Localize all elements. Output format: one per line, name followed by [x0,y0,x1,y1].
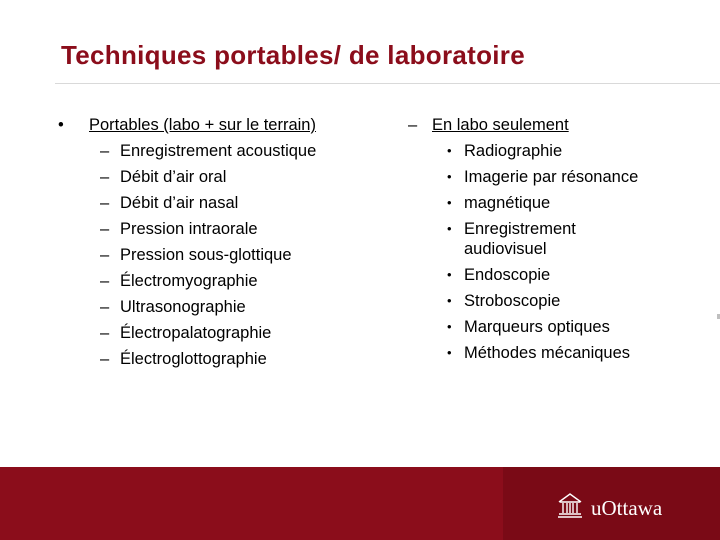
bullet-icon: • [58,116,64,134]
list-item [58,320,316,346]
list-item [58,138,316,164]
dash-icon: – [100,272,110,290]
list-item [58,294,316,320]
list-item-text: Imagerie par résonance [464,168,639,186]
dash-icon: – [100,246,110,264]
left-column [58,112,316,372]
title-divider [55,83,720,84]
list-item-text: Radiographie [464,142,563,160]
list-item [406,262,638,288]
list-item-text: Électropalatographie [120,324,272,342]
list-item [406,138,638,164]
list-item [406,288,638,314]
list-item [58,346,316,372]
list-item [58,164,316,190]
list-item-text: Stroboscopie [464,292,561,310]
dash-icon: – [408,116,418,134]
list-item-text: Débit d’air nasal [120,194,239,212]
bullet-icon: • [447,195,452,210]
dash-icon: – [100,142,110,160]
dash-icon: – [100,350,110,368]
bullet-icon: • [447,319,452,334]
list-item-text: Endoscopie [464,266,551,284]
bullet-icon: • [447,143,452,158]
list-item [406,314,638,340]
list-item [58,216,316,242]
list-item-text: Pression intraorale [120,220,258,238]
right-heading-text: En labo seulement [432,116,569,134]
list-item [58,190,316,216]
list-item-text: magnétique [464,194,551,212]
list-item-text: Méthodes mécaniques [464,344,631,362]
right-heading [406,112,638,138]
list-item-text: Électroglottographie [120,350,267,368]
bullet-icon: • [447,169,452,184]
dash-icon: – [100,324,110,342]
list-item [406,340,638,366]
list-item-text: Ultrasonographie [120,298,246,316]
list-item-text: Enregistrement audiovisuel [464,220,576,258]
list-item-text: Électromyographie [120,272,258,290]
right-column [406,112,638,366]
bullet-icon: • [447,345,452,360]
left-heading-text: Portables (labo + sur le terrain) [89,116,316,134]
university-building-icon [557,491,583,519]
dash-icon: – [100,194,110,212]
list-item [406,216,638,262]
bullet-icon: • [447,293,452,308]
left-heading [58,112,316,138]
bullet-icon: • [447,267,452,282]
slide-title: Techniques portables/ de laboratoire [61,40,525,70]
list-item-text: Enregistrement acoustique [120,142,317,160]
list-item [406,190,638,216]
list-item-text: Débit d’air oral [120,168,227,186]
uottawa-logo-text: uOttawa [591,496,663,520]
list-item [406,164,638,190]
dash-icon: – [100,220,110,238]
list-item [58,242,316,268]
dash-icon: – [100,168,110,186]
list-item-text: Marqueurs optiques [464,318,610,336]
list-item [58,268,316,294]
list-item-text: Pression sous-glottique [120,246,292,264]
bullet-icon: • [447,221,452,236]
dash-icon: – [100,298,110,316]
